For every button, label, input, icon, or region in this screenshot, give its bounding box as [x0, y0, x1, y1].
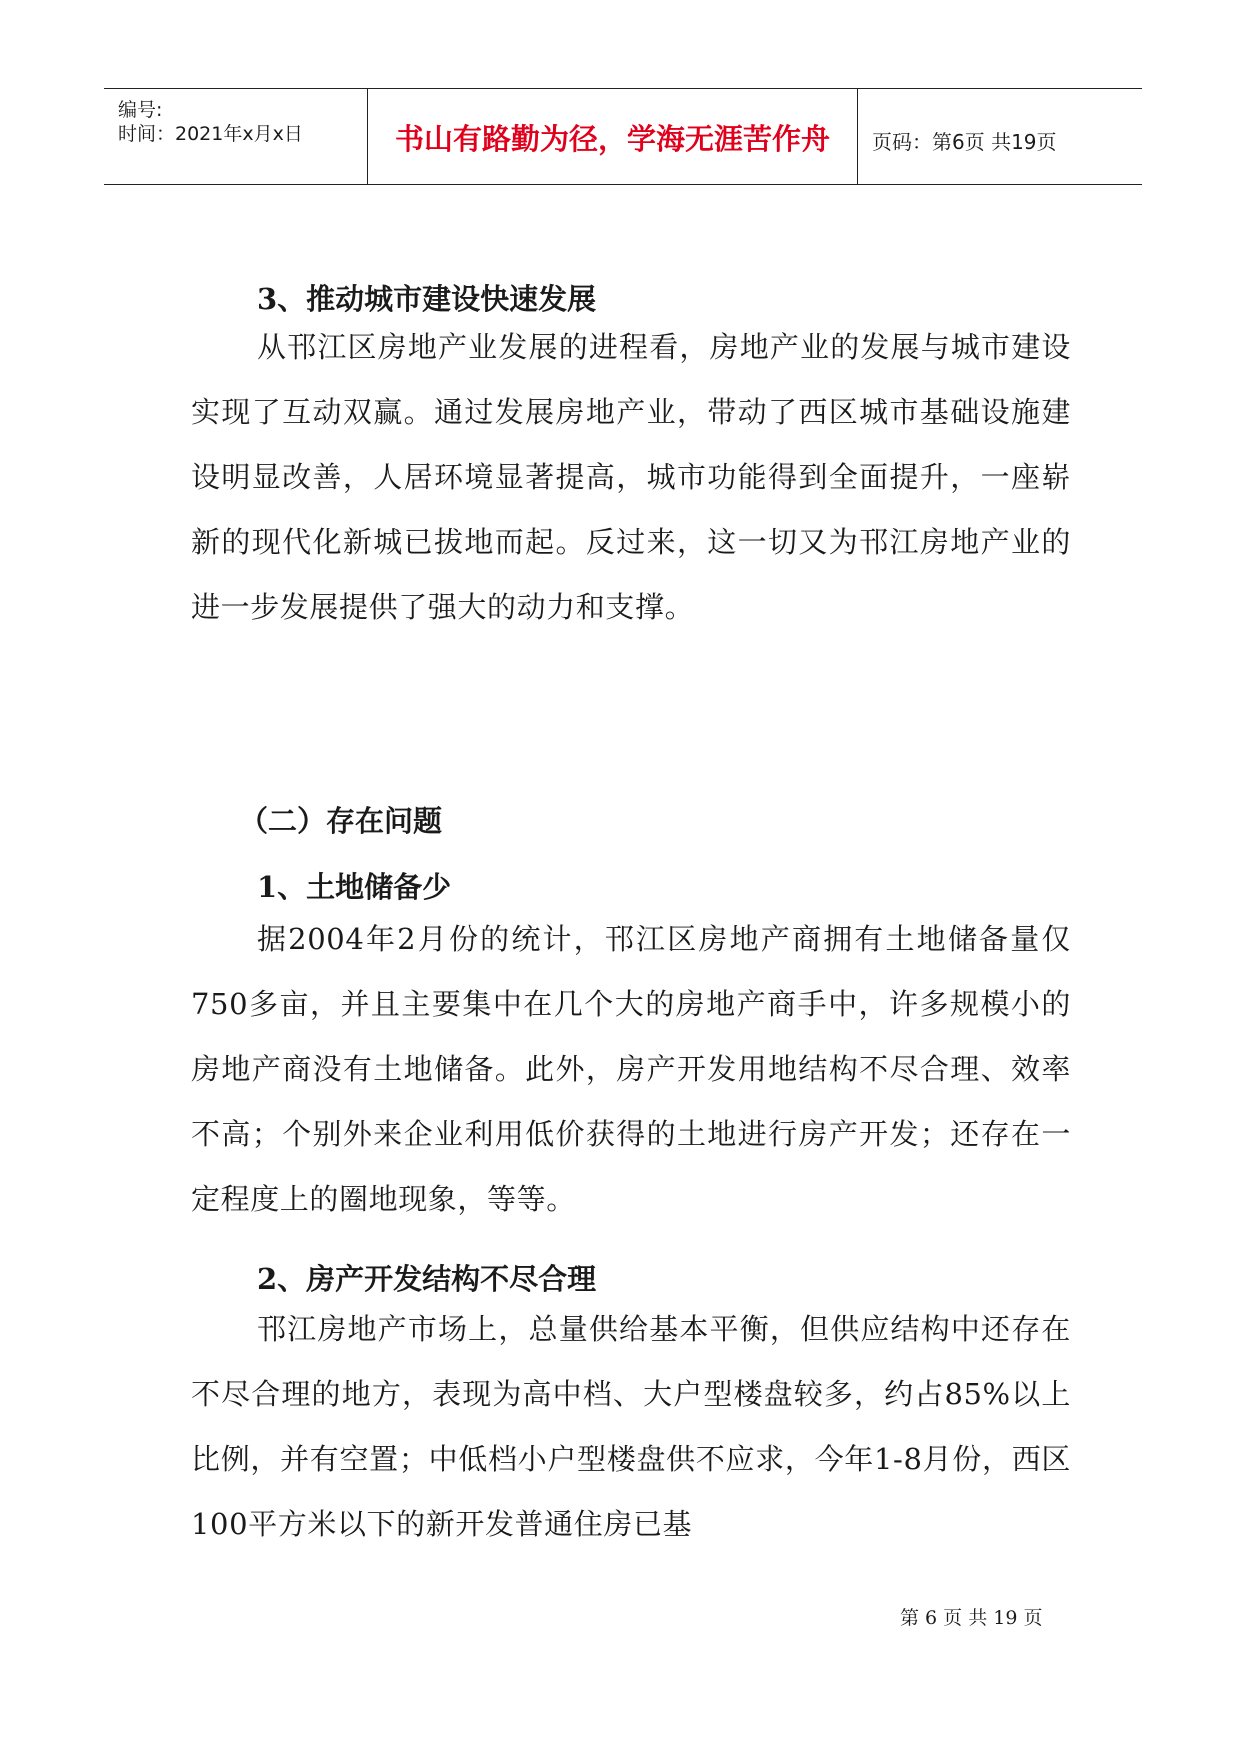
motto: 书山有路勤为径，学海无涯苦作舟: [394, 122, 830, 156]
subheading-development-structure: 2、房产开发结构不尽合理: [257, 1262, 597, 1296]
paragraph-urban-construction: 从邗江区房地产业发展的进程看，房地产业的发展与城市建设实现了互动双赢。通过发展房地产业，带动了西区城市基础设施建设明显改善，人居环境显著提高，城市功能得到全面提升，一座崭新的现代化新城已拔地而起。反过来，这一切又为邗江房地产业的进一步发展提供了强大的动力和支撑。: [191, 330, 1071, 624]
paragraph-development-structure: 邗江房地产市场上，总量供给基本平衡，但供应结构中还存在不尽合理的地方，表现为高中档、大户型楼盘较多，约占85%以上比例，并有空置；中低档小户型楼盘供不应求，今年1-8月份，西区100平方米以下的新开发普通住房已基: [191, 1312, 1071, 1541]
header-motto-cell: [368, 89, 858, 184]
section-heading-3: 3、推动城市建设快速发展: [257, 282, 597, 316]
header-page-info: 页码：第6页 共19页: [872, 130, 1057, 154]
document-header: [104, 88, 1142, 185]
header-left-cell: [104, 89, 368, 184]
number-label: 编号:: [118, 99, 163, 121]
time-label: 时间：2021年x月x日: [118, 123, 303, 145]
paragraph-land-reserve: 据2004年2月份的统计，邗江区房地产商拥有土地储备量仅750多亩，并且主要集中在几个大的房地产商手中，许多规模小的房地产商没有土地储备。此外，房产开发用地结构不尽合理、效率不高；个别外来企业利用低价获得的土地进行房产开发；还存在一定程度上的圈地现象，等等。: [191, 922, 1071, 1216]
subheading-land-reserve: 1、土地储备少: [257, 870, 452, 904]
section-heading-problems: （二）存在问题: [239, 804, 443, 838]
page-footer: 第 6 页 共 19 页: [900, 1607, 1043, 1629]
header-page-cell: [858, 89, 1142, 184]
